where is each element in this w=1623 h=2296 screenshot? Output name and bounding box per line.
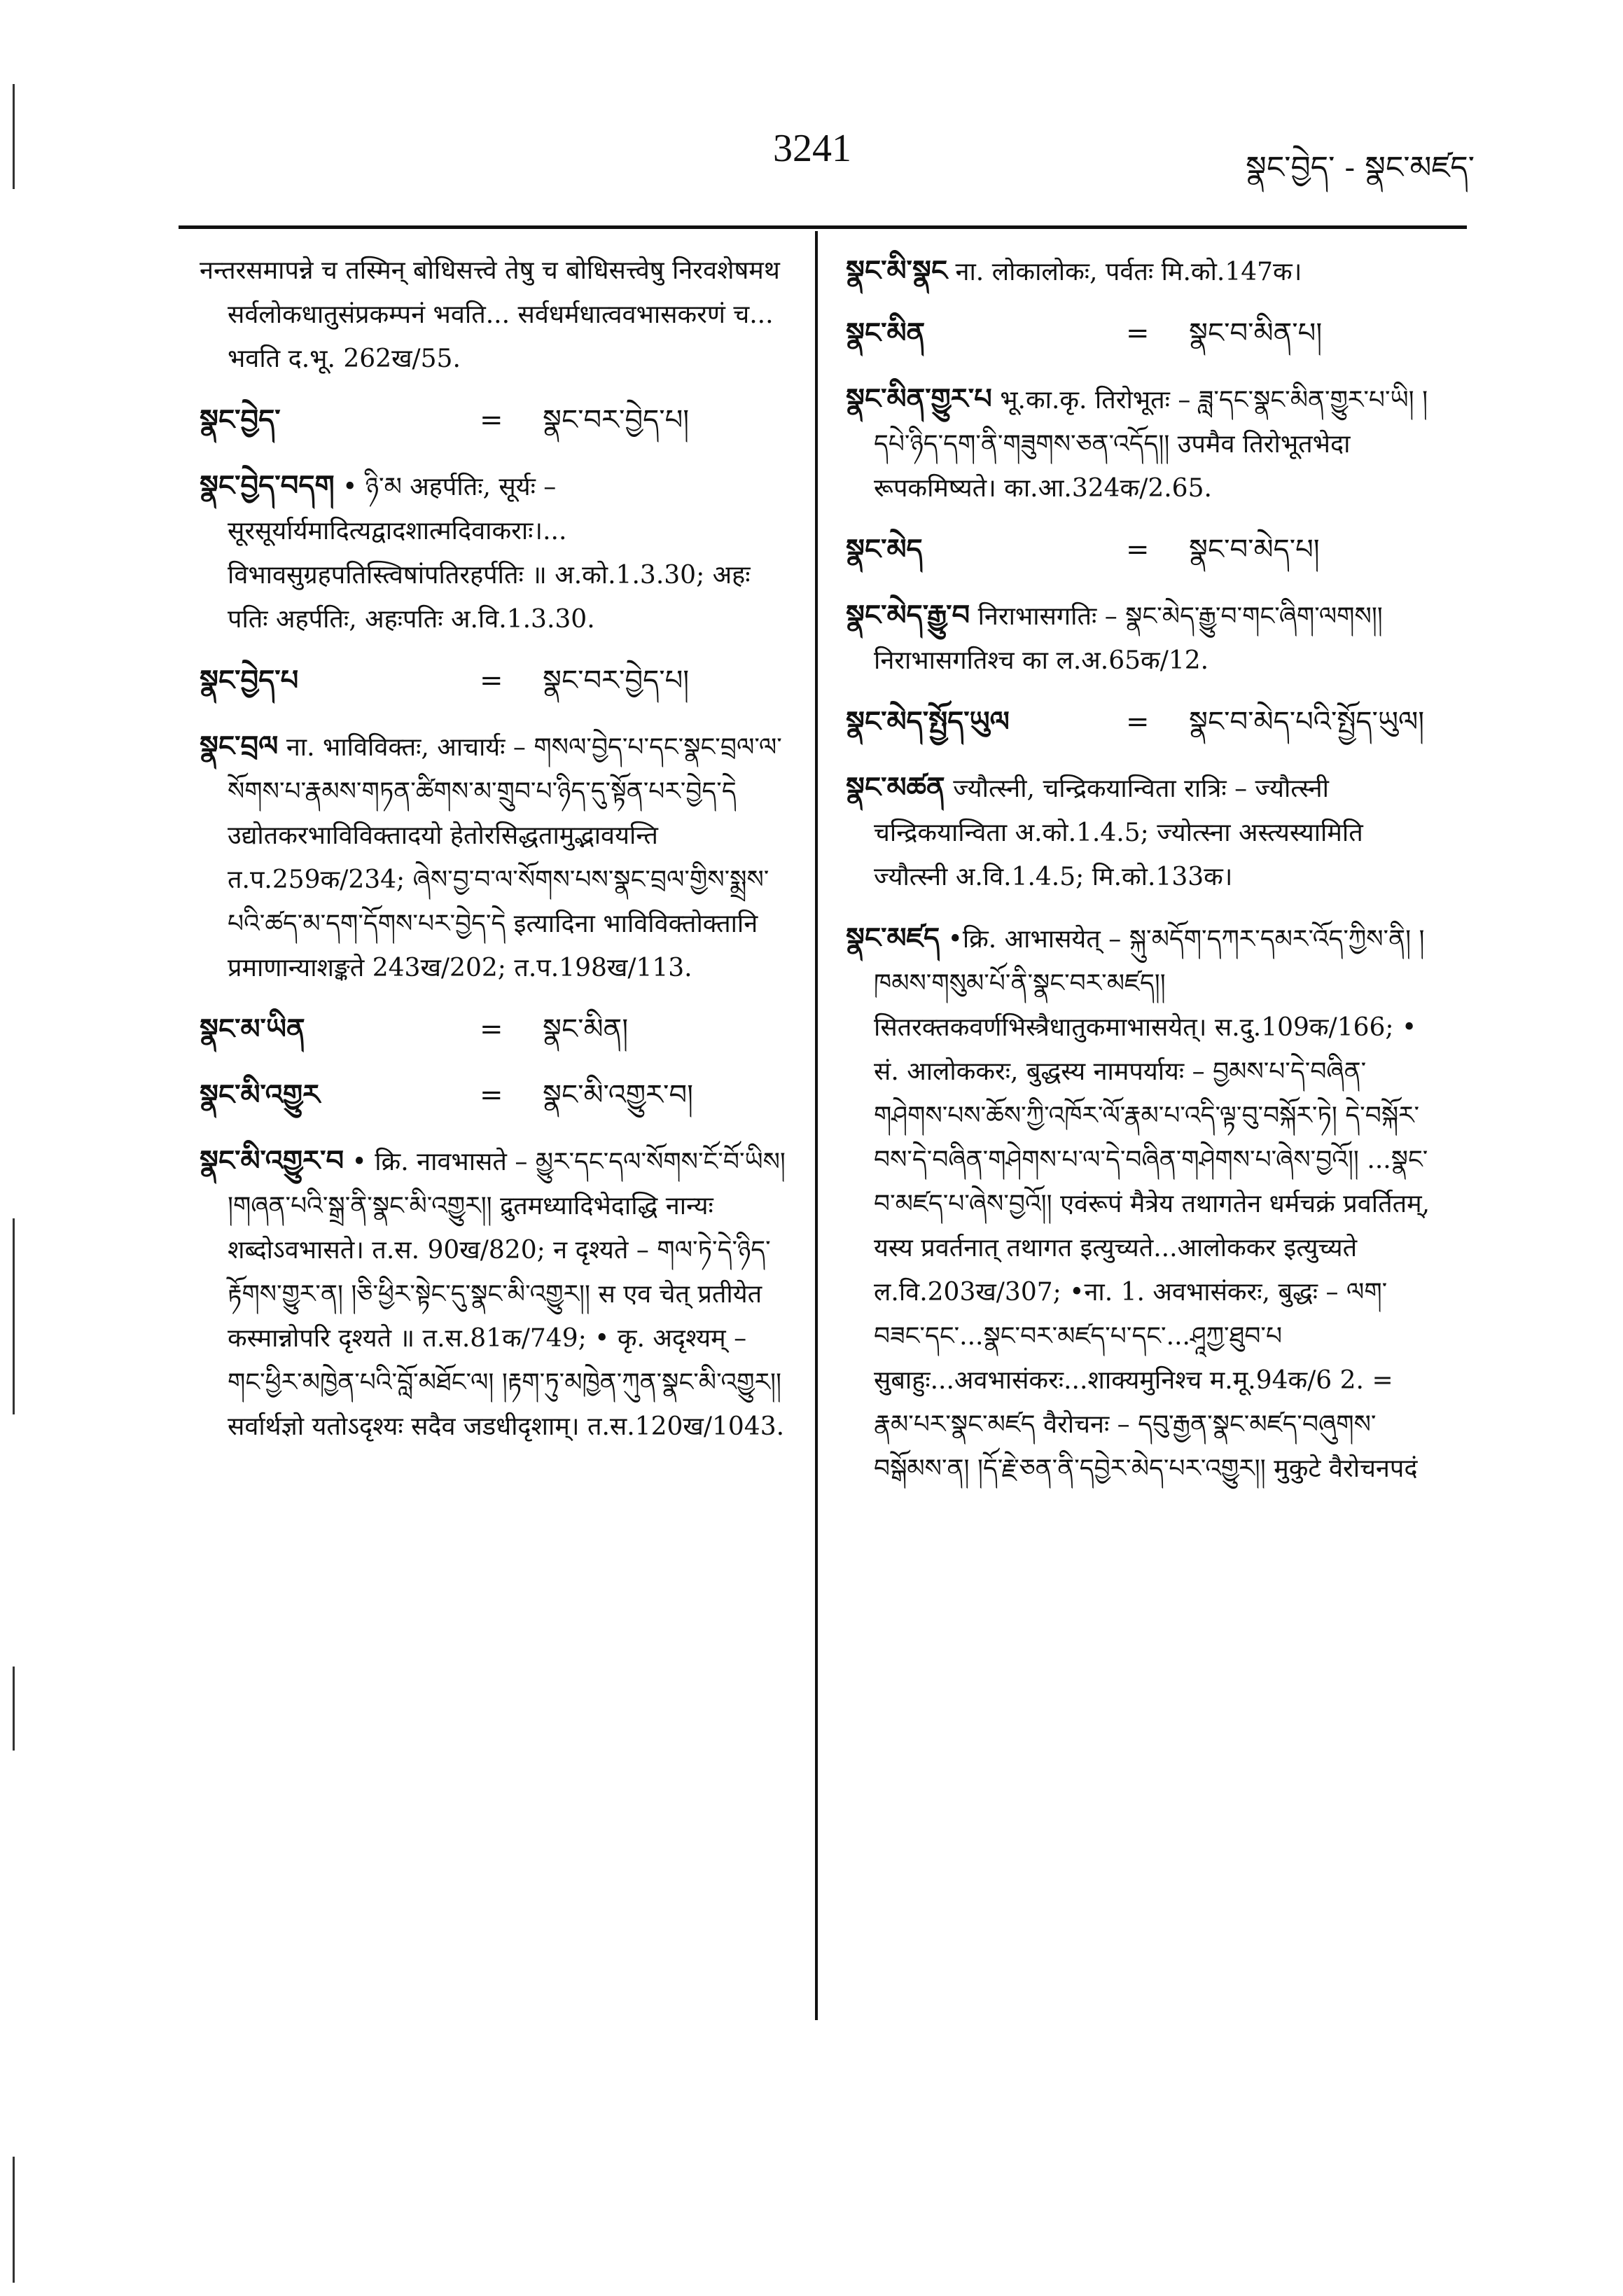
cross-reference bbox=[200, 1007, 788, 1052]
dictionary-entry bbox=[200, 724, 788, 990]
dictionary-entry bbox=[200, 464, 788, 641]
xref-headword: སྣང་མི་འགྱུར bbox=[200, 1078, 321, 1111]
column-divider bbox=[815, 231, 818, 2020]
xref-equals: = bbox=[480, 404, 503, 436]
entry-body: •क्रि. आभासयेत् – སྐུ་མདོག་དཀར་དམར་འོད་ཀྱིས་ནི། །ཁམས་གསུམ་པོ་ནི་སྣང་བར་མཛད།། सितरक्तकवर्णभिस्त्रैधातुकमाभासयेत्। स.दु.109क/166; • सं. आलोककरः, बुद्धस्य नामपर्यायः – བྱམས་པ་དེ་བཞིན་གཤེགས་པས་ཆོས་ཀྱི་འཁོར་ལོ་རྣམ་པ་འདི་ལྟ་བུ་བསྐོར་ཏེ། དེ་བསྐོར་བས་དེ་བཞིན་གཤེགས་པ་ལ་དེ་བཞིན་གཤེགས་པ་ཞེས་བྱའོ།། ...སྣང་བ་མཛད་པ་ཞེས་བྱའོ།། एवंरूपं मैत्रेय तथागतेन धर्मचक्रं प्रवर्तितम्, यस्य प्रवर्तनात् तथागत इत्युच्यते...आलोककर इत्युच्यते ल.वि.203ख/307; •ना. 1. अवभासंकरः, बुद्धः – ལག་བཟང་དང་...སྣང་བར་མཛད་པ་དང་...ཤཱཀྱ་ཐུབ་པ सुबाहुः...अवभासंकरः...शाक्यमुनिश्च म.मू.94क/6 2. = རྣམ་པར་སྣང་མཛད वैरोचनः – དབུ་རྒྱན་སྣང་མཛད་བཞུགས་བསྒོམས་ན། །དོ་རྗེ་ཅན་ནི་དབྱེར་མེད་པར་འགྱུར།། मुकुटे वैरोचनपदं bbox=[874, 925, 1438, 1483]
entry-body: निराभासगतिः – སྣང་མེད་རྒྱུ་བ་གང་ཞིག་ལགས།། निराभासगतिश्च का ल.अ.65क/12. bbox=[874, 602, 1391, 675]
entry-headword: སྣང་མིན་གྱུར་པ bbox=[846, 382, 992, 415]
dictionary-entry bbox=[846, 765, 1434, 899]
entry-body: ज्यौत्स्नी, चन्द्रिकयान्विता रात्रिः – ज्यौत्स्नी चन्द्रिकयान्विता अ.को.1.4.5; ज्योत्स्ना अस्त्यस्यामिति ज्यौत्स्नी अ.वि.1.4.5; मि.को.133क। bbox=[874, 774, 1372, 891]
cross-reference bbox=[200, 1073, 788, 1118]
dictionary-entry bbox=[846, 593, 1434, 683]
xref-equals: = bbox=[480, 1013, 503, 1045]
dictionary-entry bbox=[200, 1139, 794, 1449]
xref-target: སྣང་བ་མིན་པ། bbox=[1189, 317, 1323, 349]
cross-reference bbox=[846, 311, 1434, 356]
xref-equals: = bbox=[480, 665, 503, 697]
margin-rule-marks bbox=[13, 1667, 15, 1751]
margin-rule-marks bbox=[13, 2157, 15, 2283]
xref-headword: སྣང་མེད bbox=[846, 533, 923, 566]
entry-headword: སྣང་མཚན bbox=[846, 771, 945, 804]
xref-headword: སྣང་མེད་སྤྱོད་ཡུལ bbox=[846, 705, 1010, 738]
xref-equals: = bbox=[480, 1079, 503, 1111]
left-column bbox=[200, 249, 794, 1466]
dictionary-entry bbox=[846, 377, 1434, 510]
entry-headword: སྣང་མཛད bbox=[846, 921, 940, 954]
right-column bbox=[846, 249, 1438, 1508]
xref-target: སྣང་བར་བྱེད་པ། bbox=[543, 404, 690, 436]
entry-headword: སྣང་མི་འགྱུར་བ bbox=[200, 1144, 344, 1177]
cross-reference bbox=[200, 658, 788, 703]
entry-headword: སྣང་བྱེད་བདག bbox=[200, 469, 335, 502]
entry-body: ना. भाविविक्तः, आचार्यः – གསལ་བྱེད་པ་དང་སྣང་བྲལ་ལ་སོགས་པ་རྣམས་གཏན་ཚིགས་མ་གྲུབ་པ་ཉིད་དུ་སྟོན་པར་བྱེད་དེ उद्योतकरभाविविक्तादयो हेतोरसिद्धतामुद्भावयन्ति त.प.259क/234; ཞེས་བྱ་བ་ལ་སོགས་པས་སྣང་བྲལ་གྱིས་སྨྲས་པའི་ཚད་མ་དག་དོགས་པར་བྱེད་དེ इत्यादिना भाविविक्तोक्तानि प्रमाणान्याशङ्कते 243ख/202; त.प.198ख/113. bbox=[228, 733, 782, 982]
xref-target: སྣང་མིན། bbox=[543, 1013, 629, 1045]
dictionary-entry bbox=[846, 249, 1434, 294]
xref-equals: = bbox=[1126, 534, 1150, 566]
entry-body: • क्रि. नावभासते – མྱུར་དང་དལ་སོགས་ངོ་བོ་ཡིས། །གཞན་པའི་སྒྲ་ནི་སྣང་མི་འགྱུར།། द्रुतमध्यादिभेदाद्धि नान्यः शब्दोऽवभासते। त.स. 90ख/820; न दृश्यते – གལ་ཏེ་དེ་ཉིད་རྟོགས་གྱུར་ན། །ཅི་ཕྱིར་སྟེང་དུ་སྣང་མི་འགྱུར།། स एव चेत् प्रतीयेत कस्मान्नोपरि दृश्यते ॥ त.स.81क/749; • कृ. अदृश्यम् – གང་ཕྱིར་མཁྱེན་པའི་བློ་མཐོང་ལ། །རྟག་ཏུ་མཁྱེན་ཀུན་སྣང་མི་འགྱུར།། सर्वार्थज्ञो यतोऽदृश्यः सदैव जडधीदृशाम्। त.स.120ख/1043. bbox=[228, 1148, 794, 1441]
page-number: 3241 bbox=[773, 127, 851, 170]
margin-rule-marks bbox=[13, 1218, 15, 1414]
dictionary-entry bbox=[846, 916, 1438, 1491]
xref-target: སྣང་བར་བྱེད་པ། bbox=[543, 665, 690, 697]
xref-headword: སྣང་བྱེད་པ bbox=[200, 664, 299, 697]
xref-target: སྣང་བ་མེད་པ། bbox=[1189, 534, 1320, 566]
header-rule bbox=[179, 225, 1467, 229]
entry-headword: སྣང་བྲལ bbox=[200, 730, 279, 763]
cross-reference bbox=[846, 700, 1434, 744]
xref-headword: སྣང་མ་ཡིན bbox=[200, 1013, 305, 1045]
xref-headword: སྣང་མིན bbox=[846, 316, 926, 349]
margin-rule-marks bbox=[13, 84, 15, 189]
continuation-text: नन्तरसमापन्ने च तस्मिन् बोधिसत्त्वे तेषु च बोधिसत्त्वेषु निरवशेषमथ सर्वलोकधातुसंप्रकम्पनं भवति... सर्वधर्मधात्ववभासकरणं च... भवति द.भू. 262ख/55. bbox=[200, 256, 788, 373]
running-head: སྣང་བྱེད་ - སྣང་མཛད་ bbox=[1246, 150, 1475, 186]
cross-reference bbox=[846, 527, 1434, 572]
entry-body: भू.का.कृ. तिरोभूतः – ཟླ་དང་སྣང་མིན་གྱུར་པ་ཡི། །དཔེ་ཉིད་དག་ནི་གཟུགས་ཅན་འདོད།། उपमैव तिरोभूतभेदा रूपकमिष्यते। का.आ.324क/2.65. bbox=[874, 386, 1428, 503]
xref-equals: = bbox=[1126, 706, 1150, 738]
xref-equals: = bbox=[1126, 317, 1150, 349]
entry-body: ना. लोकालोकः, पर्वतः मि.को.147क। bbox=[955, 258, 1302, 286]
entry-headword: སྣང་མེད་རྒྱུ་བ bbox=[846, 599, 970, 632]
entry-headword: སྣང་མི་སྣང bbox=[846, 254, 948, 287]
entry-body: • ཉི་མ अहर्पतिः, सूर्यः – सूरसूर्यार्यमादित्यद्वादशात्मदिवाकराः।... विभावसुग्रहपतिस्त्विषांपतिरहर्पतिः ॥ अ.को.1.3.30; अहः पतिः अहर्पतिः, अहःपतिः अ.वि.1.3.30. bbox=[228, 473, 758, 634]
xref-target: སྣང་བ་མེད་པའི་སྤྱོད་ཡུལ། bbox=[1189, 706, 1425, 738]
cross-reference bbox=[200, 398, 788, 443]
xref-headword: སྣང་བྱེད་ bbox=[200, 403, 281, 436]
xref-target: སྣང་མི་འགྱུར་བ། bbox=[543, 1079, 693, 1111]
